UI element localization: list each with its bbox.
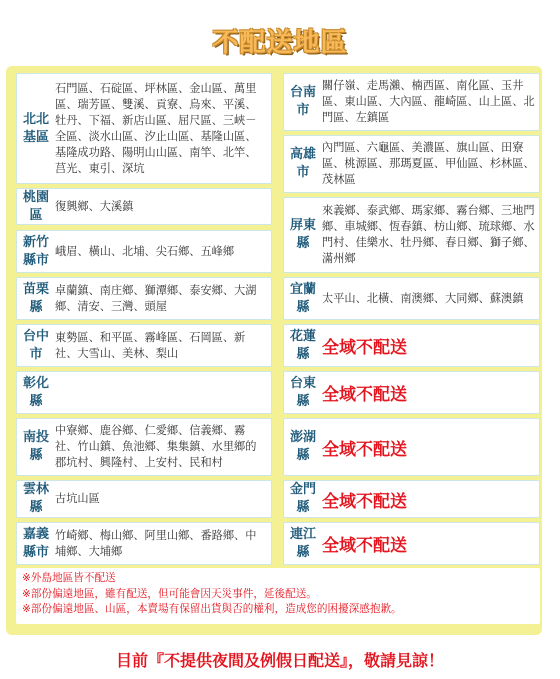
region-cell (283, 135, 540, 193)
region-cell (283, 277, 540, 320)
no-delivery-label: 全域不配送 (322, 536, 407, 556)
region-areas: 峨眉、橫山、北埔、尖石鄉、五峰鄉 (55, 244, 235, 258)
region-name: 宜蘭縣 (289, 281, 316, 315)
note-line: ※部份偏遠地區，雖有配送，但可能會因天災事件，延後配送。 (22, 587, 317, 600)
region-cell (283, 73, 540, 131)
region-name: 北北基區 (22, 111, 49, 145)
region-cell (16, 188, 272, 225)
region-cell (16, 522, 272, 565)
no-delivery-label: 全域不配送 (322, 491, 407, 512)
region-name: 高雄市 (289, 147, 316, 180)
region-cell (283, 418, 540, 476)
region-cell (283, 522, 540, 565)
region-name: 雲林縣 (22, 482, 49, 515)
no-delivery-label: 全域不配送 (322, 385, 407, 405)
region-name: 台中市 (22, 328, 49, 362)
region-name: 金門縣 (289, 482, 316, 515)
region-name: 苗栗縣 (22, 281, 49, 315)
region-areas: 中寮鄉、鹿谷鄉、仁愛鄉、信義鄉、霧社、竹山鎮、魚池鄉、集集鎮、水里鄉的郡坑村、興隆村、上安村、民和村 (55, 424, 257, 469)
delivery-table-board (6, 66, 542, 635)
region-name: 彰化縣 (22, 375, 49, 409)
region-areas: 卓蘭鎮、南庄鄉、獅潭鄉、泰安鄉、大湖鄉、清安、三灣、頭屋 (55, 283, 257, 313)
region-areas: 古坑山區 (55, 492, 100, 505)
region-areas: 復興鄉、大溪鎮 (55, 199, 134, 213)
no-delivery-label: 全域不配送 (322, 439, 407, 460)
region-areas: 來義鄉、泰武鄉、瑪家鄉、霧台鄉、三地門鄉、車城鄉、恆春鎮、枋山鄉、琉球鄉、水門村、佳樂水、牡丹鄉、春日鄉、獅子鄉、滿州鄉 (322, 204, 535, 265)
footer-notice: 目前『不提供夜間及例假日配送』，敬請見諒！ (115, 651, 444, 670)
region-name: 花蓮縣 (289, 328, 316, 362)
region-name: 屏東縣 (289, 218, 316, 251)
region-cell (16, 371, 272, 414)
no-delivery-label: 全域不配送 (322, 338, 407, 358)
region-cell (283, 371, 540, 414)
region-name: 連江縣 (289, 526, 316, 560)
region-name: 台南市 (289, 85, 316, 118)
region-cell (283, 324, 540, 367)
region-cell (16, 324, 272, 367)
region-areas: 石門區、石碇區、坪林區、金山區、萬里區、瑞芳區、雙溪、貢寮、烏來、平溪、牡丹、下福、新店山區、屈尺區、三峽－全區、淡水山區、汐止山區、基隆山區、基隆成功路、陽明山山區、南竿、北竿、莒光、東引、深坑 (55, 81, 257, 175)
region-name: 新竹縣市 (22, 234, 49, 268)
note-line: ※外島地區皆不配送 (22, 572, 116, 584)
region-name: 嘉義縣市 (22, 526, 49, 560)
note-line: ※部份偏遠地區、山區，本賣場有保留出貨與否的權利，造成您的困擾深感抱歉。 (22, 603, 402, 615)
region-areas: 內門區、六龜區、美濃區、旗山區、田寮區、桃源區、那瑪夏區、甲仙區、杉林區、茂林區 (322, 141, 535, 186)
region-cell (16, 230, 272, 273)
region-cell (16, 277, 272, 320)
region-name: 澎湖縣 (289, 430, 316, 463)
region-cell (283, 197, 540, 273)
region-areas: 關仔嶺、走馬瀨、楠西區、南化區、玉井區、東山區、大內區、龍崎區、山上區、北門區、左鎮區 (322, 79, 535, 124)
region-cell (283, 480, 540, 518)
page-title: 不配送地區 (212, 28, 348, 58)
region-cell (16, 418, 272, 476)
region-name: 南投縣 (22, 430, 49, 463)
region-name: 桃園區 (22, 189, 49, 223)
region-areas: 太平山、北橫、南澳鄉、大同鄉、蘇澳鎮 (322, 291, 524, 305)
region-cell (16, 480, 272, 518)
region-areas: 竹崎鄉、梅山鄉、阿里山鄉、番路鄉、中埔鄉、大埔鄉 (55, 528, 257, 558)
region-name: 台東縣 (289, 375, 316, 409)
region-areas: 東勢區、和平區、霧峰區、石岡區、新社、大雪山、美林、梨山 (55, 330, 246, 360)
notes-box (16, 568, 540, 624)
region-cell (16, 73, 272, 184)
